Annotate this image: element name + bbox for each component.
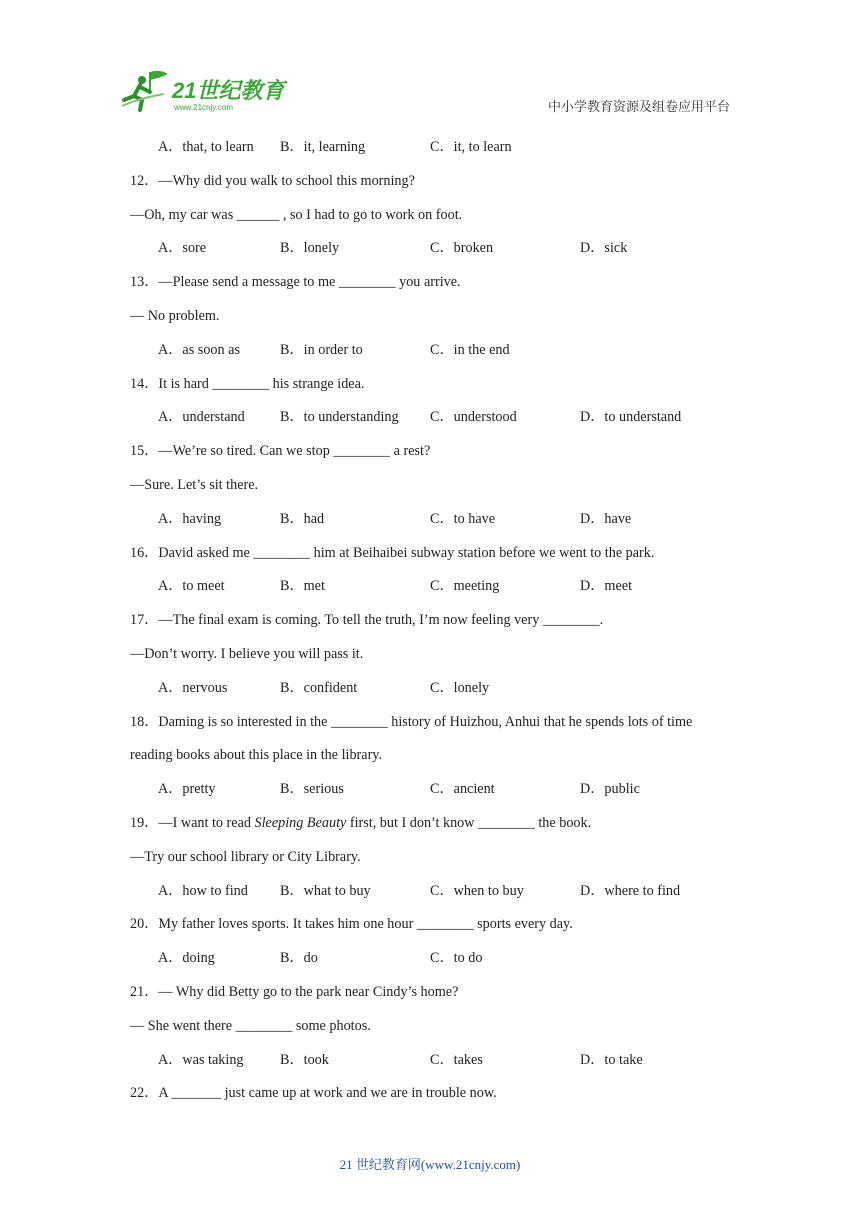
answer-option: B．confident (280, 679, 358, 696)
question-text: 13．—Please send a message to me ________ you arrive. (130, 274, 461, 291)
page-header (0, 0, 860, 125)
answer-option: A．doing (158, 950, 215, 967)
question-text: —Try our school library or City Library. (130, 848, 361, 865)
question-text: —Sure. Let’s sit there. (130, 476, 259, 493)
answer-options (130, 675, 740, 709)
answer-option: A．how to find (158, 882, 248, 899)
logo-text: 21世纪教育 (172, 78, 285, 103)
question-text: — She went there ________ some photos. (130, 1017, 371, 1034)
answer-options (130, 878, 740, 912)
question-text: 12．—Why did you walk to school this morning? (130, 172, 415, 189)
question-text: — No problem. (130, 307, 220, 324)
question-text: 16．David asked me ________ him at Beihaibei subway station before we went to the park. (130, 544, 655, 561)
question-text-part: 19．—I want to read (130, 814, 255, 831)
question-text: —Don’t worry. I believe you will pass it. (130, 645, 364, 662)
question-text: 18．Daming is so interested in the ________ history of Huizhou, Anhui that he spends lots of time (130, 713, 693, 730)
logo-url: www.21cnjy.com (174, 103, 233, 112)
question-text: 21．— Why did Betty go to the park near Cindy’s home? (130, 983, 459, 1000)
book-title: Sleeping Beauty (254, 814, 347, 831)
answer-options (130, 235, 740, 269)
answer-options (130, 1047, 740, 1081)
answer-option: D．where to find (580, 882, 681, 899)
answer-option: C．it, to learn (430, 139, 512, 155)
question-text (130, 810, 740, 844)
answer-options (130, 945, 740, 979)
answer-option: A．having (158, 510, 222, 527)
logo (120, 68, 290, 116)
answer-option: C．in the end (430, 341, 510, 358)
answer-option: B．serious (280, 781, 344, 798)
answer-option: B．it, learning (280, 139, 366, 155)
answer-option: A．pretty (158, 781, 216, 798)
answer-option: B．took (280, 1051, 329, 1068)
answer-options (130, 776, 740, 810)
answer-option: C．understood (430, 409, 517, 426)
answer-options (130, 337, 740, 371)
answer-option: D．to understand (580, 409, 682, 426)
question-text: 14．It is hard ________ his strange idea. (130, 375, 365, 392)
answer-option: C．when to buy (430, 882, 524, 899)
answer-option: D．public (580, 781, 640, 798)
answer-option: B．do (280, 950, 318, 967)
answer-option: C．to do (430, 950, 483, 967)
answer-option: A．that, to learn (158, 139, 254, 155)
question-text: reading books about this place in the library. (130, 747, 383, 764)
answer-options (130, 573, 740, 607)
answer-option: A．was taking (158, 1051, 244, 1068)
answer-option: B．met (280, 578, 325, 595)
answer-option: D．to take (580, 1051, 643, 1068)
answer-option: C．broken (430, 240, 494, 257)
header-tagline: 中小学教育资源及组卷应用平台 (547, 100, 730, 115)
answer-option: A．understand (158, 409, 245, 426)
answer-option: D．have (580, 510, 632, 527)
answer-options (130, 404, 740, 438)
answer-option: C．meeting (430, 578, 500, 595)
runner-logo-icon (120, 68, 290, 116)
page-footer: 21 世纪教育网(www.21cnjy.com) (339, 1157, 521, 1172)
answer-option: B．had (280, 510, 325, 527)
answer-option: C．lonely (430, 679, 490, 696)
question-text: 15．—We’re so tired. Can we stop ________ a rest? (130, 443, 431, 460)
answer-options (130, 506, 740, 540)
answer-option: A．nervous (158, 679, 228, 696)
answer-option: B．what to buy (280, 882, 371, 899)
question-text: 17．—The final exam is coming. To tell the truth, I’m now feeling very ________. (130, 612, 604, 629)
answer-option: A．as soon as (158, 341, 240, 358)
question-text: 22．A _______ just came up at work and we are in trouble now. (130, 1085, 497, 1102)
question-text-part: first, but I don’t know ________ the book. (346, 814, 592, 831)
answer-options (130, 134, 740, 168)
question-list (130, 134, 740, 1114)
answer-option: C．ancient (430, 781, 495, 798)
answer-option: D．sick (580, 240, 628, 257)
answer-option: D．meet (580, 578, 633, 595)
answer-option: B．to understanding (280, 409, 399, 426)
answer-option: B．lonely (280, 240, 340, 257)
answer-option: A．to meet (158, 578, 225, 595)
answer-option: C．to have (430, 510, 496, 527)
answer-option: C．takes (430, 1051, 483, 1068)
answer-option: B．in order to (280, 341, 363, 358)
question-text: —Oh, my car was ______ , so I had to go to work on foot. (130, 206, 463, 223)
question-text: 20．My father loves sports. It takes him one hour ________ sports every day. (130, 916, 573, 933)
answer-option: A．sore (158, 240, 207, 257)
